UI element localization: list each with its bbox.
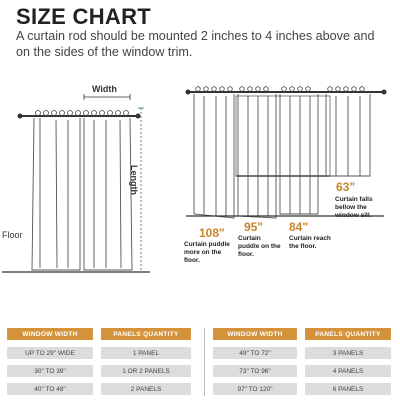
length-label: Length [129, 165, 139, 195]
panel-108 [194, 94, 234, 218]
table-left-header-panels: PANELS QUANTITY [101, 328, 191, 340]
table-right-header-width: WINDOW WIDTH [213, 328, 297, 340]
window-frame [236, 96, 330, 176]
table-cell: 40" TO 48" [7, 383, 93, 395]
length-95-label: 95" [244, 220, 264, 234]
note-108: Curtain puddle more on the floor. [184, 241, 230, 264]
note-84: Curtain reach the floor. [289, 235, 331, 250]
width-label: Width [92, 84, 117, 94]
panel-84 [280, 94, 318, 214]
left-curtain-diagram [2, 94, 150, 272]
panel-95 [238, 94, 276, 218]
page-title: SIZE CHART [16, 4, 151, 29]
table-left-header-width: WINDOW WIDTH [7, 328, 93, 340]
width-arrow [84, 94, 130, 100]
grommet-row [36, 111, 129, 116]
length-63-label: 63" [336, 180, 356, 194]
floor-label: Floor [2, 230, 23, 240]
page-subtitle: A curtain rod should be mounted 2 inches to 4 inches above and on the sides of the window trim. [16, 29, 375, 59]
rod-finial-left [18, 114, 23, 119]
table-cell: 6 PANELS [305, 383, 391, 395]
table-cell: 2 PANELS [101, 383, 191, 395]
table-cell: 97" TO 120" [213, 383, 297, 395]
rod-finial-right [136, 114, 141, 119]
size-tables [0, 323, 400, 400]
grommet-row-right [196, 87, 365, 92]
length-108-label: 108" [199, 226, 225, 240]
table-cell: 30" TO 39" [7, 365, 93, 377]
table-right-header-panels: PANELS QUANTITY [305, 328, 391, 340]
note-63: Curtain falls bellow the window sill. [335, 196, 373, 219]
table-cell: 1 PANEL [101, 347, 191, 359]
table-cell: 3 PANELS [305, 347, 391, 359]
curtain-panels-left [32, 118, 132, 270]
table-cell: 4 PANELS [305, 365, 391, 377]
table-cell: 49" TO 72" [213, 347, 297, 359]
table-cell: UP TO 29" WIDE [7, 347, 93, 359]
note-95: Curtain puddle on the floor. [238, 235, 281, 258]
table-cell: 1 OR 2 PANELS [101, 365, 191, 377]
length-84-label: 84" [289, 220, 309, 234]
panel-63 [326, 94, 370, 176]
table-cell: 73" TO 96" [213, 365, 297, 377]
